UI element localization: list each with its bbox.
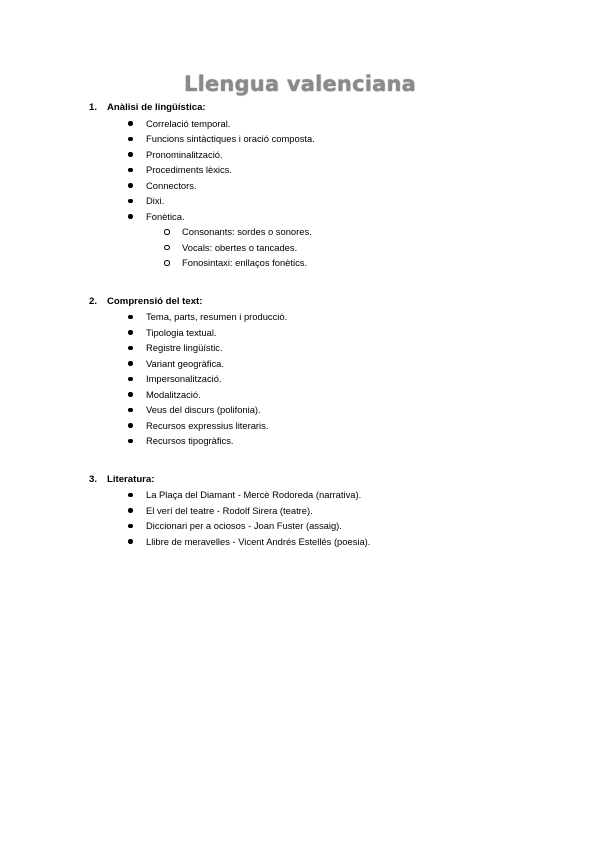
list-item (0, 387, 600, 403)
hollow-bullet-icon (164, 260, 170, 266)
list-item-label: Modalització. (146, 388, 201, 400)
section-number: 2. (89, 295, 98, 307)
section-linguistics (0, 100, 600, 271)
list-item-label: La Plaça del Diamant - Mercè Rodoreda (narrativa). (146, 489, 362, 500)
bullet-icon (128, 183, 133, 188)
bullet-icon (128, 152, 133, 157)
list-item-label: Registre lingüístic. (146, 342, 223, 353)
list-item-label: Tema, parts, resumen i producció. (146, 311, 288, 322)
list-item-label: Correlació temporal. (146, 117, 231, 129)
list-item (0, 162, 600, 178)
section-comprehension (0, 294, 600, 449)
sub-list-item (0, 255, 600, 271)
list-item (0, 371, 600, 387)
section-heading (0, 294, 600, 310)
bullet-icon (128, 524, 133, 529)
page-title: Llengua valenciana (183, 72, 417, 96)
section-literature (0, 472, 600, 550)
list-item-label: El verí del teatre - Rodolf Sirera (teatre). (146, 504, 313, 516)
list-item (0, 402, 600, 418)
list-item (0, 503, 600, 519)
list-item-label: Dixi. (146, 195, 165, 206)
list-item (0, 116, 600, 132)
sub-list-item-label: Vocals: obertes o tancades. (182, 241, 298, 253)
list-item (0, 178, 600, 194)
bullet-icon (128, 439, 133, 444)
list-item (0, 325, 600, 341)
list-item (0, 356, 600, 372)
sub-list-item-label: Fonosintaxi: enllaços fonètics. (182, 257, 308, 268)
section-label: Literatura: (107, 473, 155, 485)
list-item-label: Connectors. (146, 179, 197, 191)
section-heading (0, 100, 600, 116)
list-item-label: Fonètica. (146, 210, 185, 222)
list-item (0, 534, 600, 550)
bullet-icon (128, 423, 133, 428)
list-item (0, 433, 600, 449)
document-body (0, 100, 600, 572)
list-item (0, 518, 600, 534)
section-number: 1. (89, 102, 98, 113)
bullet-icon (128, 377, 133, 382)
list-item-label: Variant geogràfica. (146, 357, 224, 369)
section-number: 3. (89, 473, 98, 485)
bullet-icon (128, 346, 133, 351)
list-item-label: Tipologia textual. (146, 326, 217, 338)
list-item (0, 131, 600, 147)
list-item (0, 193, 600, 209)
section-label: Anàlisi de lingüística: (107, 102, 206, 113)
sub-list-item (0, 224, 600, 240)
list-item (0, 418, 600, 434)
list-item-label: Veus del discurs (polifonia). (146, 404, 261, 415)
bullet-icon (128, 168, 133, 173)
list-item-label: Recursos expressius literaris. (146, 419, 269, 431)
bullet-icon (128, 361, 133, 366)
list-item-label: Impersonalització. (146, 373, 222, 384)
bullet-icon (128, 214, 133, 219)
bullet-icon (128, 539, 133, 544)
list-item-label: Recursos tipogràfics. (146, 435, 234, 446)
sub-list-item (0, 240, 600, 256)
list-item (0, 309, 600, 325)
list-item (0, 209, 600, 225)
list-item-label: Diccionari per a ociosos - Joan Fuster (assaig). (146, 520, 342, 531)
section-heading (0, 472, 600, 488)
sub-list-item-label: Consonants: sordes o sonores. (182, 226, 312, 237)
list-item-label: Procediments lèxics. (146, 164, 232, 175)
list-item-label: Funcions sintàctiques i oració composta. (146, 133, 315, 144)
bullet-icon (128, 121, 133, 126)
list-item (0, 147, 600, 163)
section-label: Comprensió del text: (107, 295, 203, 307)
hollow-bullet-icon (164, 229, 170, 235)
list-item-label: Llibre de meravelles - Vicent Andrés Estellés (poesia). (146, 535, 371, 547)
list-item (0, 487, 600, 503)
hollow-bullet-icon (164, 245, 170, 251)
bullet-icon (128, 493, 133, 498)
bullet-icon (128, 508, 133, 513)
bullet-icon (128, 137, 133, 142)
list-item-label: Pronominalització. (146, 148, 223, 160)
bullet-icon (128, 315, 133, 320)
bullet-icon (128, 199, 133, 204)
bullet-icon (128, 392, 133, 397)
bullet-icon (128, 408, 133, 413)
list-item (0, 340, 600, 356)
bullet-icon (128, 330, 133, 335)
